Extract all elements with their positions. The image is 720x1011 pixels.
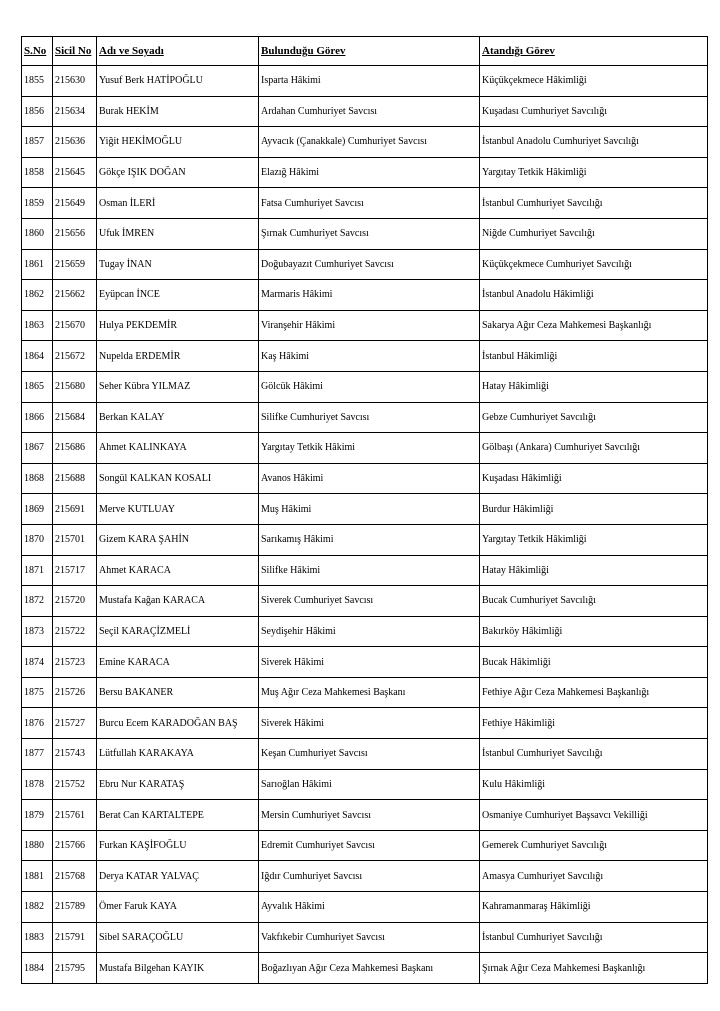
- cell-current-duty: Viranşehir Hâkimi: [259, 310, 480, 341]
- cell-name: Yiğit HEKİMOĞLU: [97, 127, 259, 158]
- cell-sicil: 215688: [53, 463, 97, 494]
- cell-name: Seher Kübra YILMAZ: [97, 371, 259, 402]
- cell-sno: 1857: [22, 127, 53, 158]
- table-row: [22, 310, 708, 341]
- cell-current-duty: Avanos Hâkimi: [259, 463, 480, 494]
- table-row: [22, 96, 708, 127]
- cell-sicil: 215766: [53, 830, 97, 861]
- table-row: [22, 371, 708, 402]
- cell-sno: 1859: [22, 188, 53, 219]
- table-row: [22, 280, 708, 311]
- cell-name: Furkan KAŞİFOĞLU: [97, 830, 259, 861]
- cell-name: Merve KUTLUAY: [97, 494, 259, 525]
- cell-current-duty: Gölcük Hâkimi: [259, 371, 480, 402]
- cell-sicil: 215743: [53, 739, 97, 770]
- cell-assigned-duty: İstanbul Cumhuriyet Savcılığı: [480, 188, 708, 219]
- cell-sno: 1865: [22, 371, 53, 402]
- cell-sno: 1872: [22, 586, 53, 617]
- cell-assigned-duty: Hatay Hâkimliği: [480, 371, 708, 402]
- cell-sno: 1875: [22, 677, 53, 708]
- cell-name: Osman İLERİ: [97, 188, 259, 219]
- cell-sicil: 215717: [53, 555, 97, 586]
- table-row: [22, 922, 708, 953]
- cell-current-duty: Muş Hâkimi: [259, 494, 480, 525]
- table-row: [22, 708, 708, 739]
- cell-sicil: 215656: [53, 218, 97, 249]
- table-row: [22, 249, 708, 280]
- cell-current-duty: Sarıkamış Hâkimi: [259, 524, 480, 555]
- cell-name: Gökçe IŞIK DOĞAN: [97, 157, 259, 188]
- cell-sno: 1879: [22, 800, 53, 831]
- cell-assigned-duty: İstanbul Cumhuriyet Savcılığı: [480, 739, 708, 770]
- cell-assigned-duty: Niğde Cumhuriyet Savcılığı: [480, 218, 708, 249]
- cell-sicil: 215645: [53, 157, 97, 188]
- cell-current-duty: Muş Ağır Ceza Mahkemesi Başkanı: [259, 677, 480, 708]
- table-row: [22, 800, 708, 831]
- table-row: [22, 953, 708, 984]
- header-sicil: Sicil No: [53, 37, 97, 66]
- cell-name: Burcu Ecem KARADOĞAN BAŞ: [97, 708, 259, 739]
- header-name: Adı ve Soyadı: [97, 37, 259, 66]
- cell-name: Lütfullah KARAKAYA: [97, 739, 259, 770]
- cell-assigned-duty: Kuşadası Cumhuriyet Savcılığı: [480, 96, 708, 127]
- cell-sno: 1862: [22, 280, 53, 311]
- cell-current-duty: Elazığ Hâkimi: [259, 157, 480, 188]
- cell-current-duty: Siverek Hâkimi: [259, 647, 480, 678]
- cell-sno: 1856: [22, 96, 53, 127]
- cell-sicil: 215726: [53, 677, 97, 708]
- cell-sicil: 215720: [53, 586, 97, 617]
- cell-sno: 1871: [22, 555, 53, 586]
- table-row: [22, 66, 708, 97]
- cell-name: Gizem KARA ŞAHİN: [97, 524, 259, 555]
- cell-assigned-duty: Kahramanmaraş Hâkimliği: [480, 892, 708, 923]
- cell-name: Sibel SARAÇOĞLU: [97, 922, 259, 953]
- cell-sicil: 215630: [53, 66, 97, 97]
- cell-sno: 1855: [22, 66, 53, 97]
- table-row: [22, 402, 708, 433]
- cell-name: Ufuk İMREN: [97, 218, 259, 249]
- cell-sicil: 215701: [53, 524, 97, 555]
- cell-current-duty: Boğazlıyan Ağır Ceza Mahkemesi Başkanı: [259, 953, 480, 984]
- cell-sicil: 215691: [53, 494, 97, 525]
- cell-assigned-duty: Hatay Hâkimliği: [480, 555, 708, 586]
- cell-current-duty: Silifke Hâkimi: [259, 555, 480, 586]
- table-row: [22, 677, 708, 708]
- table-row: [22, 647, 708, 678]
- table-row: [22, 739, 708, 770]
- cell-sno: 1866: [22, 402, 53, 433]
- cell-name: Emine KARACA: [97, 647, 259, 678]
- table-row: [22, 463, 708, 494]
- cell-sno: 1864: [22, 341, 53, 372]
- cell-assigned-duty: Küçükçekmece Cumhuriyet Savcılığı: [480, 249, 708, 280]
- cell-sicil: 215649: [53, 188, 97, 219]
- cell-sicil: 215795: [53, 953, 97, 984]
- cell-name: Yusuf Berk HATİPOĞLU: [97, 66, 259, 97]
- cell-sno: 1870: [22, 524, 53, 555]
- cell-current-duty: Seydişehir Hâkimi: [259, 616, 480, 647]
- cell-current-duty: Isparta Hâkimi: [259, 66, 480, 97]
- cell-assigned-duty: Bakırköy Hâkimliği: [480, 616, 708, 647]
- cell-name: Bersu BAKANER: [97, 677, 259, 708]
- header-sno: S.No: [22, 37, 53, 66]
- cell-name: Berkan KALAY: [97, 402, 259, 433]
- cell-current-duty: Silifke Cumhuriyet Savcısı: [259, 402, 480, 433]
- cell-sicil: 215722: [53, 616, 97, 647]
- cell-name: Mustafa Kağan KARACA: [97, 586, 259, 617]
- cell-assigned-duty: Fethiye Hâkimliği: [480, 708, 708, 739]
- cell-sicil: 215791: [53, 922, 97, 953]
- cell-name: Ebru Nur KARATAŞ: [97, 769, 259, 800]
- cell-assigned-duty: Osmaniye Cumhuriyet Başsavcı Vekilliği: [480, 800, 708, 831]
- cell-assigned-duty: İstanbul Cumhuriyet Savcılığı: [480, 922, 708, 953]
- cell-sicil: 215659: [53, 249, 97, 280]
- cell-sno: 1873: [22, 616, 53, 647]
- cell-current-duty: Ardahan Cumhuriyet Savcısı: [259, 96, 480, 127]
- cell-current-duty: Fatsa Cumhuriyet Savcısı: [259, 188, 480, 219]
- table-row: [22, 341, 708, 372]
- cell-sicil: 215684: [53, 402, 97, 433]
- table-row: [22, 524, 708, 555]
- table-row: [22, 892, 708, 923]
- cell-sno: 1863: [22, 310, 53, 341]
- cell-sicil: 215634: [53, 96, 97, 127]
- cell-assigned-duty: Kuşadası Hâkimliği: [480, 463, 708, 494]
- cell-name: Berat Can KARTALTEPE: [97, 800, 259, 831]
- cell-sno: 1858: [22, 157, 53, 188]
- cell-sicil: 215723: [53, 647, 97, 678]
- table-row: [22, 433, 708, 464]
- table-row: [22, 830, 708, 861]
- cell-sicil: 215761: [53, 800, 97, 831]
- cell-name: Nupelda ERDEMİR: [97, 341, 259, 372]
- cell-sno: 1868: [22, 463, 53, 494]
- cell-sicil: 215752: [53, 769, 97, 800]
- cell-name: Mustafa Bilgehan KAYIK: [97, 953, 259, 984]
- cell-assigned-duty: Küçükçekmece Hâkimliği: [480, 66, 708, 97]
- cell-current-duty: Yargıtay Tetkik Hâkimi: [259, 433, 480, 464]
- cell-name: Ahmet KARACA: [97, 555, 259, 586]
- cell-sno: 1882: [22, 892, 53, 923]
- cell-sno: 1880: [22, 830, 53, 861]
- cell-sicil: 215670: [53, 310, 97, 341]
- cell-sno: 1884: [22, 953, 53, 984]
- header-assigned-duty: Atandığı Görev: [480, 37, 708, 66]
- cell-name: Seçil KARAÇİZMELİ: [97, 616, 259, 647]
- cell-sno: 1881: [22, 861, 53, 892]
- cell-current-duty: Ayvacık (Çanakkale) Cumhuriyet Savcısı: [259, 127, 480, 158]
- table-row: [22, 127, 708, 158]
- cell-sicil: 215672: [53, 341, 97, 372]
- cell-assigned-duty: Burdur Hâkimliği: [480, 494, 708, 525]
- cell-name: Burak HEKİM: [97, 96, 259, 127]
- cell-sno: 1860: [22, 218, 53, 249]
- cell-assigned-duty: Gebze Cumhuriyet Savcılığı: [480, 402, 708, 433]
- table-row: [22, 861, 708, 892]
- cell-assigned-duty: İstanbul Anadolu Cumhuriyet Savcılığı: [480, 127, 708, 158]
- cell-current-duty: Siverek Cumhuriyet Savcısı: [259, 586, 480, 617]
- cell-name: Derya KATAR YALVAÇ: [97, 861, 259, 892]
- table-row: [22, 188, 708, 219]
- cell-current-duty: Vakfıkebir Cumhuriyet Savcısı: [259, 922, 480, 953]
- cell-sicil: 215680: [53, 371, 97, 402]
- cell-current-duty: Keşan Cumhuriyet Savcısı: [259, 739, 480, 770]
- cell-assigned-duty: Amasya Cumhuriyet Savcılığı: [480, 861, 708, 892]
- cell-assigned-duty: Sakarya Ağır Ceza Mahkemesi Başkanlığı: [480, 310, 708, 341]
- cell-current-duty: Doğubayazıt Cumhuriyet Savcısı: [259, 249, 480, 280]
- cell-name: Ahmet KALINKAYA: [97, 433, 259, 464]
- table-row: [22, 616, 708, 647]
- table-row: [22, 769, 708, 800]
- cell-assigned-duty: Kulu Hâkimliği: [480, 769, 708, 800]
- cell-sicil: 215768: [53, 861, 97, 892]
- appointment-table: [21, 36, 708, 984]
- cell-sno: 1883: [22, 922, 53, 953]
- cell-sicil: 215789: [53, 892, 97, 923]
- cell-name: Tugay İNAN: [97, 249, 259, 280]
- cell-sno: 1861: [22, 249, 53, 280]
- cell-sicil: 215727: [53, 708, 97, 739]
- cell-assigned-duty: Yargıtay Tetkik Hâkimliği: [480, 157, 708, 188]
- cell-assigned-duty: Gemerek Cumhuriyet Savcılığı: [480, 830, 708, 861]
- table-row: [22, 586, 708, 617]
- cell-current-duty: Ayvalık Hâkimi: [259, 892, 480, 923]
- cell-current-duty: Mersin Cumhuriyet Savcısı: [259, 800, 480, 831]
- table-row: [22, 555, 708, 586]
- cell-current-duty: Sarıoğlan Hâkimi: [259, 769, 480, 800]
- cell-assigned-duty: Yargıtay Tetkik Hâkimliği: [480, 524, 708, 555]
- cell-name: Eyüpcan İNCE: [97, 280, 259, 311]
- cell-current-duty: Kaş Hâkimi: [259, 341, 480, 372]
- cell-assigned-duty: Fethiye Ağır Ceza Mahkemesi Başkanlığı: [480, 677, 708, 708]
- cell-sno: 1874: [22, 647, 53, 678]
- cell-name: Hulya PEKDEMİR: [97, 310, 259, 341]
- cell-assigned-duty: Şırnak Ağır Ceza Mahkemesi Başkanlığı: [480, 953, 708, 984]
- cell-sicil: 215662: [53, 280, 97, 311]
- cell-assigned-duty: Bucak Hâkimliği: [480, 647, 708, 678]
- cell-assigned-duty: İstanbul Hâkimliği: [480, 341, 708, 372]
- table-row: [22, 494, 708, 525]
- cell-current-duty: Iğdır Cumhuriyet Savcısı: [259, 861, 480, 892]
- cell-assigned-duty: Bucak Cumhuriyet Savcılığı: [480, 586, 708, 617]
- cell-assigned-duty: Gölbaşı (Ankara) Cumhuriyet Savcılığı: [480, 433, 708, 464]
- cell-name: Songül KALKAN KOSALI: [97, 463, 259, 494]
- cell-current-duty: Edremit Cumhuriyet Savcısı: [259, 830, 480, 861]
- cell-current-duty: Marmaris Hâkimi: [259, 280, 480, 311]
- cell-current-duty: Şırnak Cumhuriyet Savcısı: [259, 218, 480, 249]
- cell-name: Ömer Faruk KAYA: [97, 892, 259, 923]
- table-row: [22, 157, 708, 188]
- cell-assigned-duty: İstanbul Anadolu Hâkimliği: [480, 280, 708, 311]
- cell-sicil: 215686: [53, 433, 97, 464]
- cell-sno: 1878: [22, 769, 53, 800]
- cell-current-duty: Siverek Hâkimi: [259, 708, 480, 739]
- cell-sno: 1877: [22, 739, 53, 770]
- header-current-duty: Bulunduğu Görev: [259, 37, 480, 66]
- cell-sno: 1876: [22, 708, 53, 739]
- cell-sicil: 215636: [53, 127, 97, 158]
- header-row: [22, 37, 708, 66]
- cell-sno: 1867: [22, 433, 53, 464]
- table-row: [22, 218, 708, 249]
- cell-sno: 1869: [22, 494, 53, 525]
